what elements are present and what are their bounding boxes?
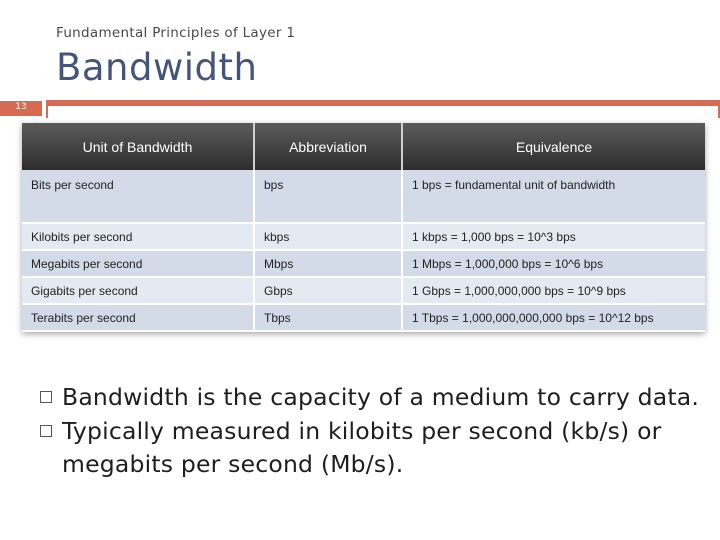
table-row (22, 223, 705, 250)
cell-equivalence: 1 Mbps = 1,000,000 bps = 10^6 bps (402, 250, 705, 277)
bullet-text: Bandwidth is the capacity of a medium to carry data. (62, 383, 700, 411)
bullet-box-icon (40, 425, 52, 437)
cell-unit: Bits per second (22, 170, 254, 223)
cell-equivalence: 1 Tbps = 1,000,000,000,000 bps = 10^12 bps (402, 304, 705, 331)
bullet-text: Typically measured in kilobits per second (kb/s) or megabits per second (Mb/s). (62, 417, 662, 478)
table-row (22, 277, 705, 304)
cell-unit: Gigabits per second (22, 277, 254, 304)
header-unit: Unit of Bandwidth (22, 123, 254, 170)
table-row (22, 250, 705, 277)
bullet-item (40, 381, 700, 414)
cell-unit: Megabits per second (22, 250, 254, 277)
cell-abbreviation: bps (254, 170, 402, 223)
table-header-row (22, 123, 705, 170)
bullet-list (40, 381, 700, 482)
slide-number: 13 (0, 101, 42, 116)
header-abbreviation: Abbreviation (254, 123, 402, 170)
table-row (22, 170, 705, 223)
slide-title: Bandwidth (56, 46, 258, 89)
cell-abbreviation: kbps (254, 223, 402, 250)
cell-abbreviation: Gbps (254, 277, 402, 304)
cell-equivalence: 1 Gbps = 1,000,000,000 bps = 10^9 bps (402, 277, 705, 304)
bullet-box-icon (40, 391, 52, 403)
bandwidth-table (22, 123, 705, 332)
cell-equivalence: 1 kbps = 1,000 bps = 10^3 bps (402, 223, 705, 250)
cell-unit: Kilobits per second (22, 223, 254, 250)
cell-equivalence: 1 bps = fundamental unit of bandwidth (402, 170, 705, 223)
cell-unit: Terabits per second (22, 304, 254, 331)
bullet-item (40, 415, 700, 481)
cell-abbreviation: Tbps (254, 304, 402, 331)
header-equivalence: Equivalence (402, 123, 705, 170)
cell-abbreviation: Mbps (254, 250, 402, 277)
slide-subtitle: Fundamental Principles of Layer 1 (56, 25, 296, 41)
accent-bar-frame (46, 106, 720, 118)
table-row (22, 304, 705, 331)
